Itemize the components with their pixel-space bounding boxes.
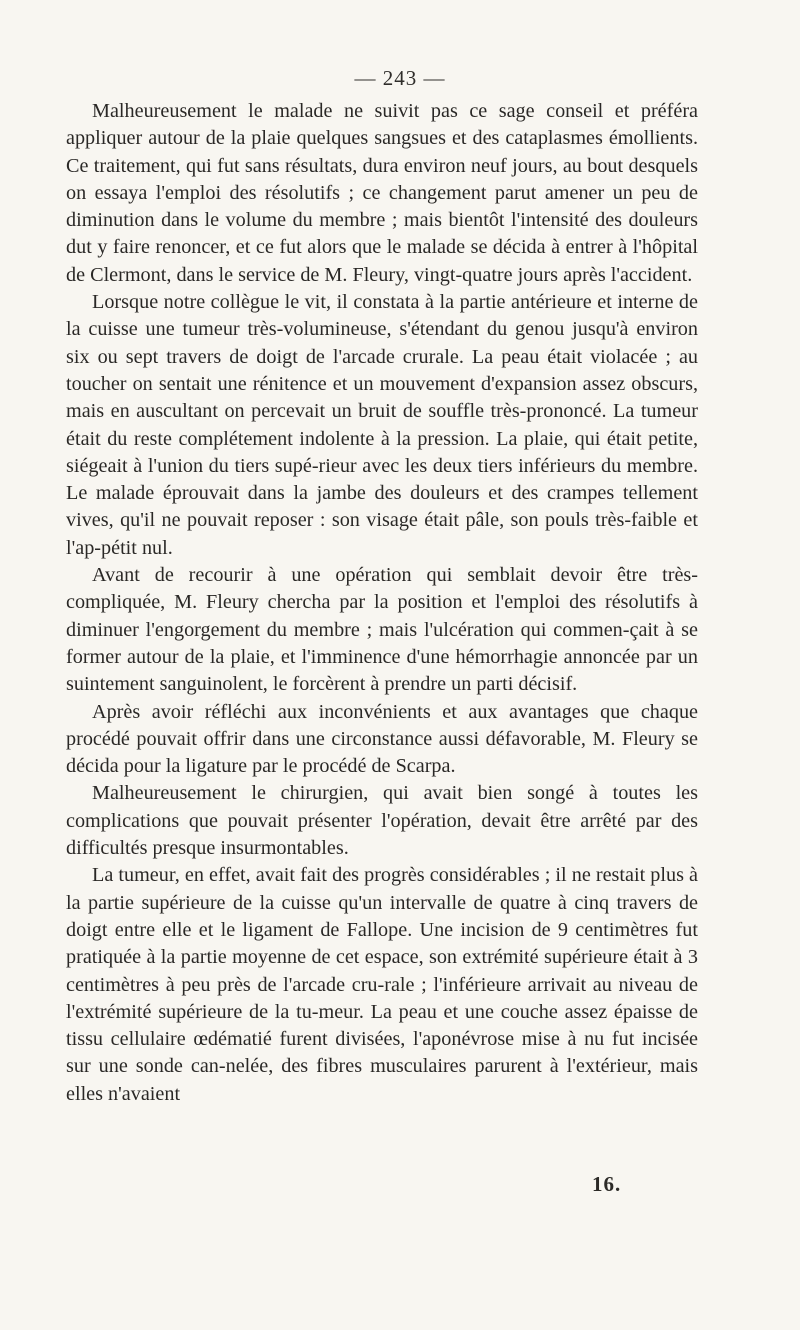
page-number: — 243 — (354, 66, 446, 90)
body-text (66, 98, 698, 1108)
paragraph: Après avoir réfléchi aux inconvénients et aux avantages que chaque procédé pouvait offrir dans une circonstance aussi défavorable, M. Fleury se décida pour la ligature par le procédé de Scarpa. (66, 700, 698, 778)
signature-mark: 16. (592, 1172, 622, 1196)
paragraph: Avant de recourir à une opération qui semblait devoir être très-compliquée, M. Fleury chercha par la position et l'emploi des résolutifs à diminuer l'engorgement du membre ; mais l'ulcération qui commen-çait à se former autour de la plaie, et l'imminence d'une hémorrhagie annoncée par un suintement sanguinolent, le forcèrent à prendre un parti décisif. (66, 564, 698, 696)
paragraph: Malheureusement le malade ne suivit pas ce sage conseil et préféra appliquer autour de la plaie quelques sangsues et des cataplasmes émollients. Ce traitement, qui fut sans résultats, dura environ neuf jours, au bout desquels on essaya l'emploi des résolutifs ; ce changement parut amener un peu de diminution dans le volume du membre ; mais bientôt l'intensité des douleurs dut y faire renoncer, et ce fut alors que le malade se décida à entrer à l'hôpital de Clermont, dans le service de M. Fleury, vingt-quatre jours après l'accident. (66, 100, 698, 286)
paragraph: Malheureusement le chirurgien, qui avait bien songé à toutes les complications que pouvait présenter l'opération, devait être arrêté par des difficultés presque insurmontables. (66, 782, 698, 860)
paragraph: La tumeur, en effet, avait fait des progrès considérables ; il ne restait plus à la partie supérieure de la cuisse qu'un intervalle de quatre à cinq travers de doigt entre elle et le ligament de Fallope. Une incision de 9 centimètres fut pratiquée à la partie moyenne de cet espace, son extrémité supérieure était à 3 centimètres à peu près de l'arcade cru-rale ; l'inférieure arrivait au niveau de l'extrémité supérieure de la tu-meur. La peau et une couche assez épaisse de tissu cellulaire œdématié furent divisées, l'aponévrose mise à nu fut incisée sur une sonde can-nelée, des fibres musculaires parurent à l'extérieur, mais elles n'avaient (66, 864, 698, 1105)
paragraph: Lorsque notre collègue le vit, il constata à la partie antérieure et interne de la cuisse une tumeur très-volumineuse, s'étendant du genou jusqu'à environ six ou sept travers de doigt de l'arcade crurale. La peau était violacée ; au toucher on sentait une rénitence et un mouvement d'expansion assez obscurs, mais en auscultant on percevait un bruit de souffle très-prononcé. La tumeur était du reste complétement indolente à la pression. La plaie, qui était petite, siégeait à l'union du tiers supé-rieur avec les deux tiers inférieurs du membre. Le malade éprouvait dans la jambe des douleurs et des crampes tellement vives, qu'il ne pouvait reposer : son visage était pâle, son pouls très-faible et l'ap-pétit nul. (66, 291, 698, 559)
